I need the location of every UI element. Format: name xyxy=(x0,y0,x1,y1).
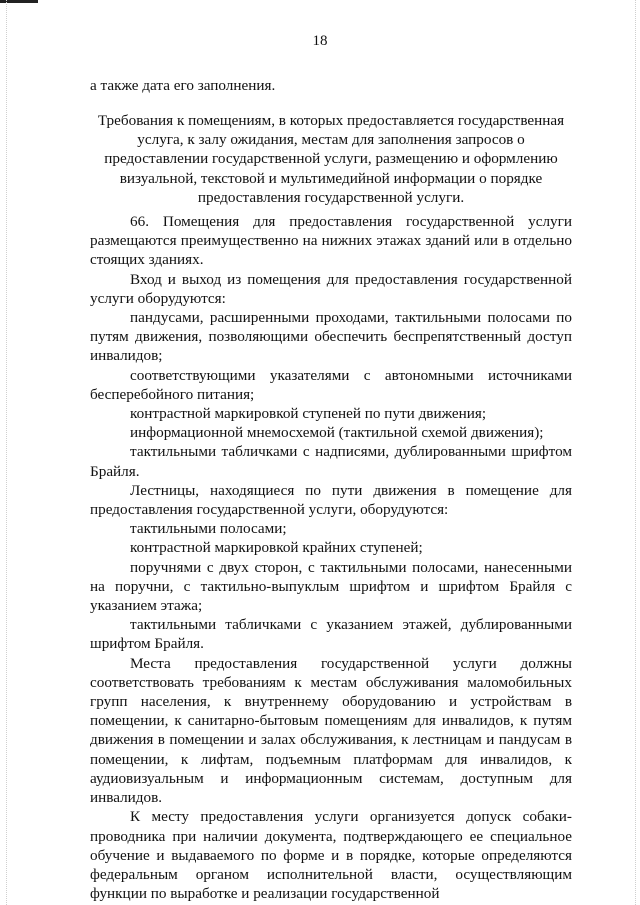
paragraph: тактильными табличками с надписями, дублированными шрифтом Брайля. xyxy=(90,443,572,480)
paragraph: соответствующими указателями с автономными источниками бесперебойного питания; xyxy=(90,366,572,403)
section-heading xyxy=(90,111,572,207)
paragraph: поручнями с двух сторон, с тактильными полосами, нанесенными на поручни, с тактильно-выпуклым шрифтом и шрифтом Брайля с указанием этажа; xyxy=(90,558,572,615)
paragraph: тактильными полосами; xyxy=(130,520,287,538)
paragraph: К месту предоставления услуги организуется допуск собаки-проводника при наличии документа, подтверждающего ее специальное обучение и выдаваемого по форме и в порядке, которые определяются федеральным органом исполнительной власти, осуществляющим функции по выработке и реализации государственной xyxy=(90,808,572,903)
paragraph: Вход и выход из помещения для предоставления государственной услуги оборудуются: xyxy=(90,270,572,307)
paragraph: Лестницы, находящиеся по пути движения в помещение для предоставления государственной услуги, оборудуются: xyxy=(90,481,572,519)
scan-edge-left xyxy=(6,0,7,905)
paragraph: пандусами, расширенными проходами, тактильными полосами по путям движения, позволяющими обеспечить беспрепятственный доступ инвалидов; xyxy=(90,309,572,365)
paragraph: тактильными табличками с указанием этажей, дублированными шрифтом Брайля. xyxy=(90,616,572,653)
paragraph: Места предоставления государственной услуги должны соответствовать требованиям к местам обслуживания маломобильных групп населения, к внутреннему оборудованию и устройствам в помещении, к санитарно-бытовым помещениям для инвалидов, к путям движения в помещении и залах обслуживания, к лестницам и пандусам в помещении, к лифтам, подъемным платформам для инвалидов, к аудиовизуальным и информационным системам, доступным для инвалидов. xyxy=(90,654,572,807)
paragraph: контрастной маркировкой крайних ступеней; xyxy=(130,539,423,557)
body-text xyxy=(90,212,572,903)
heading-line: предоставлении государственной услуги, размещению и оформлению xyxy=(104,150,558,168)
heading-line: предоставления государственной услуги. xyxy=(197,188,465,206)
page-number: 18 xyxy=(312,33,328,49)
paragraph: контрастной маркировкой ступеней по пути движения; xyxy=(130,405,487,423)
heading-line: услуга, к залу ожидания, местам для заполнения запросов о xyxy=(137,131,525,149)
scan-edge-right xyxy=(635,0,636,905)
heading-line: визуальной, текстовой и мультимедийной информации о порядке xyxy=(119,169,543,187)
continuation-line: а также дата его заполнения. xyxy=(90,77,276,94)
paragraph: информационной мнемосхемой (тактильной схемой движения); xyxy=(130,424,544,442)
heading-line: Требования к помещениям, в которых предоставляется государственная xyxy=(97,112,565,129)
paragraph: 66. Помещения для предоставления государственной услуги размещаются преимущественно на нижних этажах зданий или в отдельно стоящих зданиях. xyxy=(90,213,572,269)
